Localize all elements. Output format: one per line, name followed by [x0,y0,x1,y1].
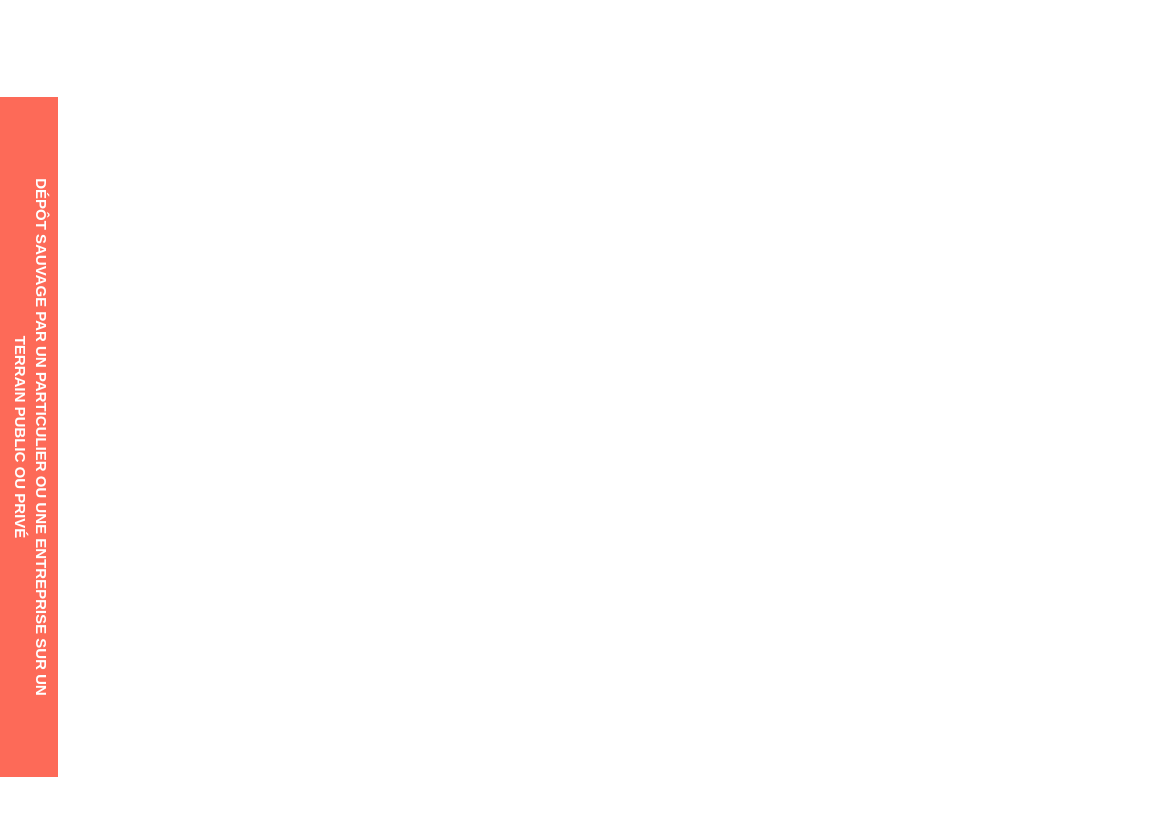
header-title-line1: DÉPÔT SAUVAGE PAR UN PARTICULIER OU UNE ENTREPRISE SUR UN [32,178,49,696]
rotated-page [0,57,58,777]
header-banner [0,97,58,777]
header-title-line2: TERRAIN PUBLIC OU PRIVÉ [11,335,28,539]
